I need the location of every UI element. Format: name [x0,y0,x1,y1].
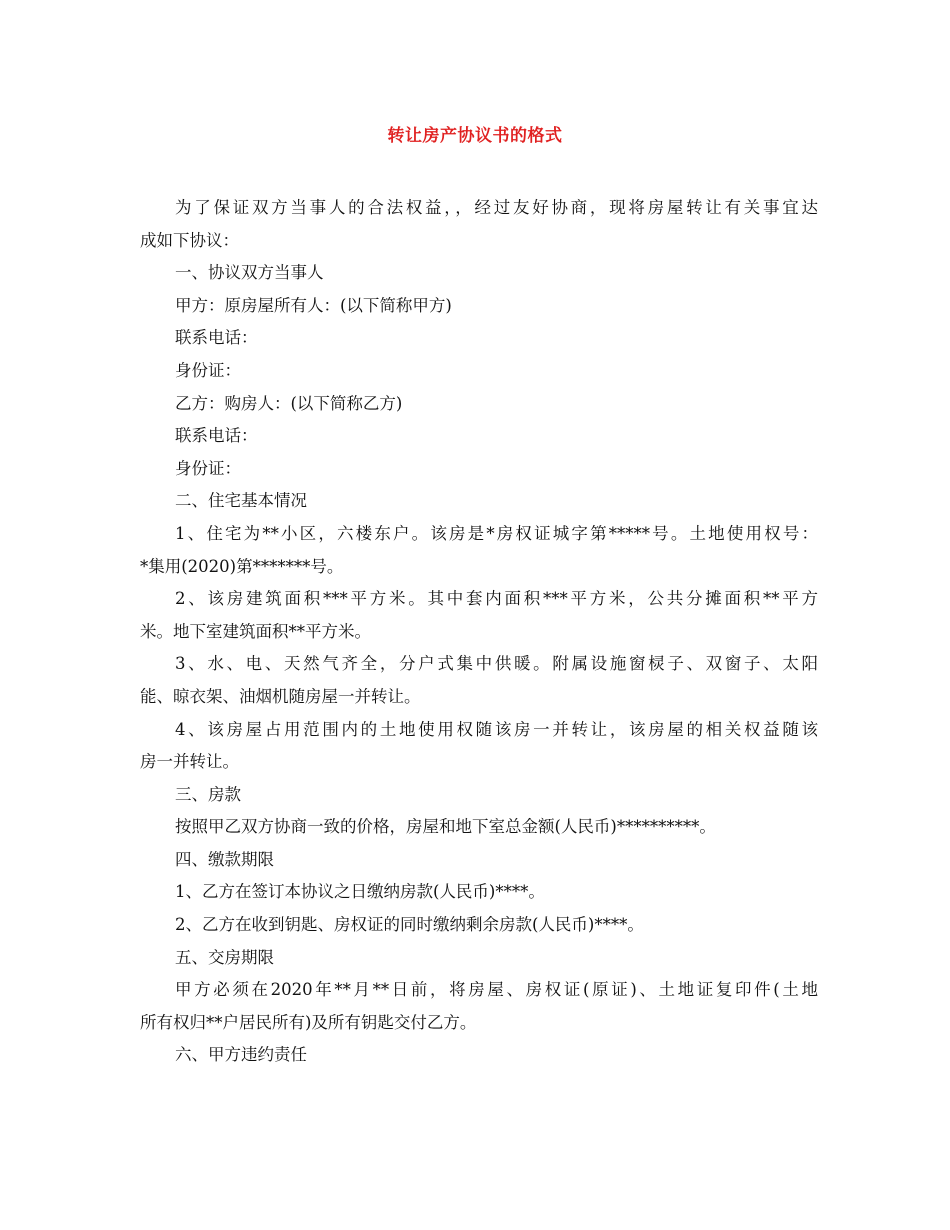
paragraph-line: 所有权归**户居民所有)及所有钥匙交付乙方。 [140,1012,477,1032]
paragraph-line: 房一并转让。 [140,752,239,772]
section-heading: 二、住宅基本情况 [175,491,307,511]
paragraph-line: 身份证： [175,458,241,478]
paragraph-line: *集用(2020)第*******号。 [140,556,344,576]
section-heading: 五、交房期限 [175,947,274,967]
paragraph-line: 联系电话： [175,426,258,446]
paragraph-line: 能、晾衣架、油烟机随房屋一并转让。 [140,686,421,706]
document-body [140,192,818,1072]
paragraph-line: 1、乙方在签订本协议之日缴纳房款(人民币)****。 [175,882,545,902]
paragraph-line: 按照甲乙双方协商一致的价格，房屋和地下室总金额(人民币)**********。 [175,817,716,837]
paragraph-line: 乙方：购房人：(以下简称乙方) [175,393,403,413]
section-heading: 一、协议双方当事人 [175,263,324,283]
paragraph-line: 米。地下室建筑面积**平方米。 [140,621,371,641]
paragraph-line: 甲方必须在2020年**月**日前，将房屋、房权证(原证)、土地证复印件(土地 [175,980,818,1000]
paragraph-line: 2、乙方在收到钥匙、房权证的同时缴纳剩余房款(人民币)****。 [175,915,644,935]
paragraph-line: 成如下协议： [140,230,239,250]
paragraph-line: 为了保证双方当事人的合法权益，，经过友好协商，现将房屋转让有关事宜达 [175,198,818,217]
section-heading: 三、房款 [175,784,241,804]
paragraph-line: 身份证： [175,360,241,380]
paragraph-line: 1、住宅为**小区，六楼东户。该房是*房权证城字第*****号。土地使用权号： [175,523,818,543]
paragraph-line: 联系电话： [175,328,258,348]
paragraph-line: 4、该房屋占用范围内的土地使用权随该房一并转让，该房屋的相关权益随该 [175,719,818,739]
paragraph-line: 3、水、电、天然气齐全，分户式集中供暖。附属设施窗棂子、双窗子、太阳 [175,654,818,674]
document-title: 转让房产协议书的格式 [387,126,563,146]
paragraph-line: 甲方：原房屋所有人：(以下简称甲方) [175,295,452,315]
paragraph-line: 2、该房建筑面积***平方米。其中套内面积***平方米，公共分摊面积**平方 [175,589,818,609]
section-heading: 四、缴款期限 [175,849,274,869]
section-heading: 六、甲方违约责任 [175,1045,307,1065]
